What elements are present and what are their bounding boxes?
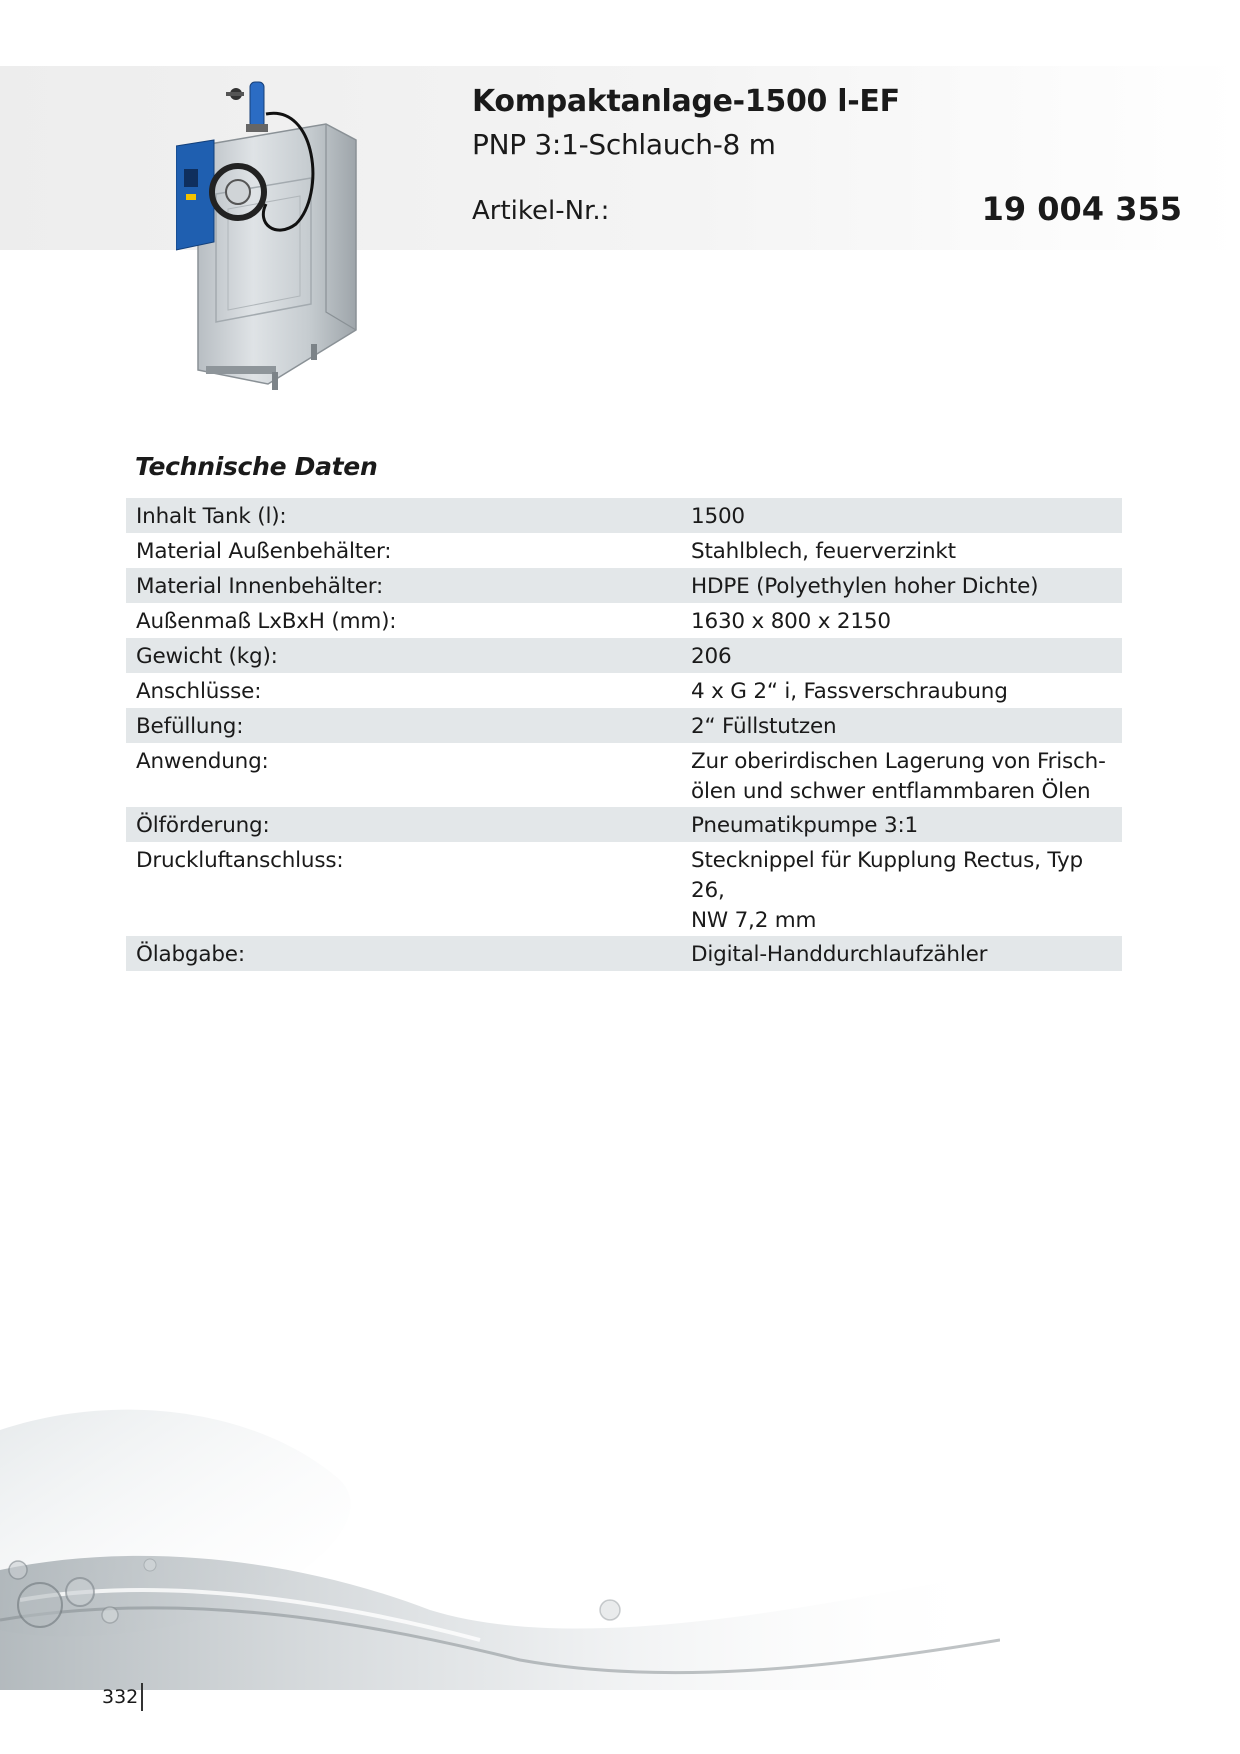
spec-label: Material Innenbehälter: (136, 574, 384, 599)
spec-value-line: ölen und schwer entflammbaren Ölen (691, 779, 1091, 804)
spec-row (126, 842, 1122, 936)
spec-label: Ölabgabe: (136, 942, 245, 967)
spec-label: Befüllung: (136, 714, 244, 739)
spec-table (126, 498, 1122, 971)
spec-row (126, 708, 1122, 743)
spec-label: Druckluftanschluss: (136, 848, 344, 873)
spec-value: Stahlblech, feuerverzinkt (691, 539, 956, 564)
spec-value: 4 x G 2“ i, Fassverschraubung (691, 679, 1008, 704)
spec-label: Anschlüsse: (136, 679, 262, 704)
spec-row (126, 638, 1122, 673)
spec-value: 206 (691, 644, 732, 669)
page-number-divider (141, 1683, 143, 1711)
spec-row (126, 807, 1122, 842)
spec-row (126, 533, 1122, 568)
water-splash-decoration (0, 1370, 1000, 1690)
spec-row (126, 673, 1122, 708)
spec-value: HDPE (Polyethylen hoher Dichte) (691, 574, 1039, 599)
article-number: 19 004 355 (981, 190, 1182, 228)
spec-label: Material Außenbehälter: (136, 539, 392, 564)
spec-value-line: Stecknippel für Kupplung Rectus, Typ 26, (691, 848, 1083, 903)
spec-row (126, 568, 1122, 603)
spec-value-line: Zur oberirdischen Lagerung von Frisch- (691, 749, 1106, 774)
spec-row (126, 603, 1122, 638)
spec-value: 1500 (691, 504, 745, 529)
spec-value (691, 747, 1112, 807)
product-subtitle: PNP 3:1-Schlauch-8 m (472, 128, 776, 161)
spec-row (126, 498, 1122, 533)
spec-label: Ölförderung: (136, 813, 270, 838)
page-number: 332 (102, 1686, 139, 1708)
spec-row (126, 743, 1122, 807)
spec-value-line: NW 7,2 mm (691, 908, 817, 933)
spec-value: Pneumatikpumpe 3:1 (691, 813, 918, 838)
spec-label: Inhalt Tank (l): (136, 504, 287, 529)
product-title: Kompaktanlage-1500 l-EF (472, 84, 900, 119)
product-image (176, 74, 376, 404)
spec-label: Anwendung: (136, 749, 269, 774)
spec-value (691, 846, 1112, 936)
article-number-label: Artikel-Nr.: (472, 196, 610, 226)
spec-value: 2“ Füllstutzen (691, 714, 837, 739)
spec-value: Digital-Handdurchlaufzähler (691, 942, 988, 967)
spec-label: Gewicht (kg): (136, 644, 278, 669)
section-heading: Technische Daten (135, 452, 378, 481)
spec-label: Außenmaß LxBxH (mm): (136, 609, 397, 634)
spec-value: 1630 x 800 x 2150 (691, 609, 891, 634)
spec-row (126, 936, 1122, 971)
